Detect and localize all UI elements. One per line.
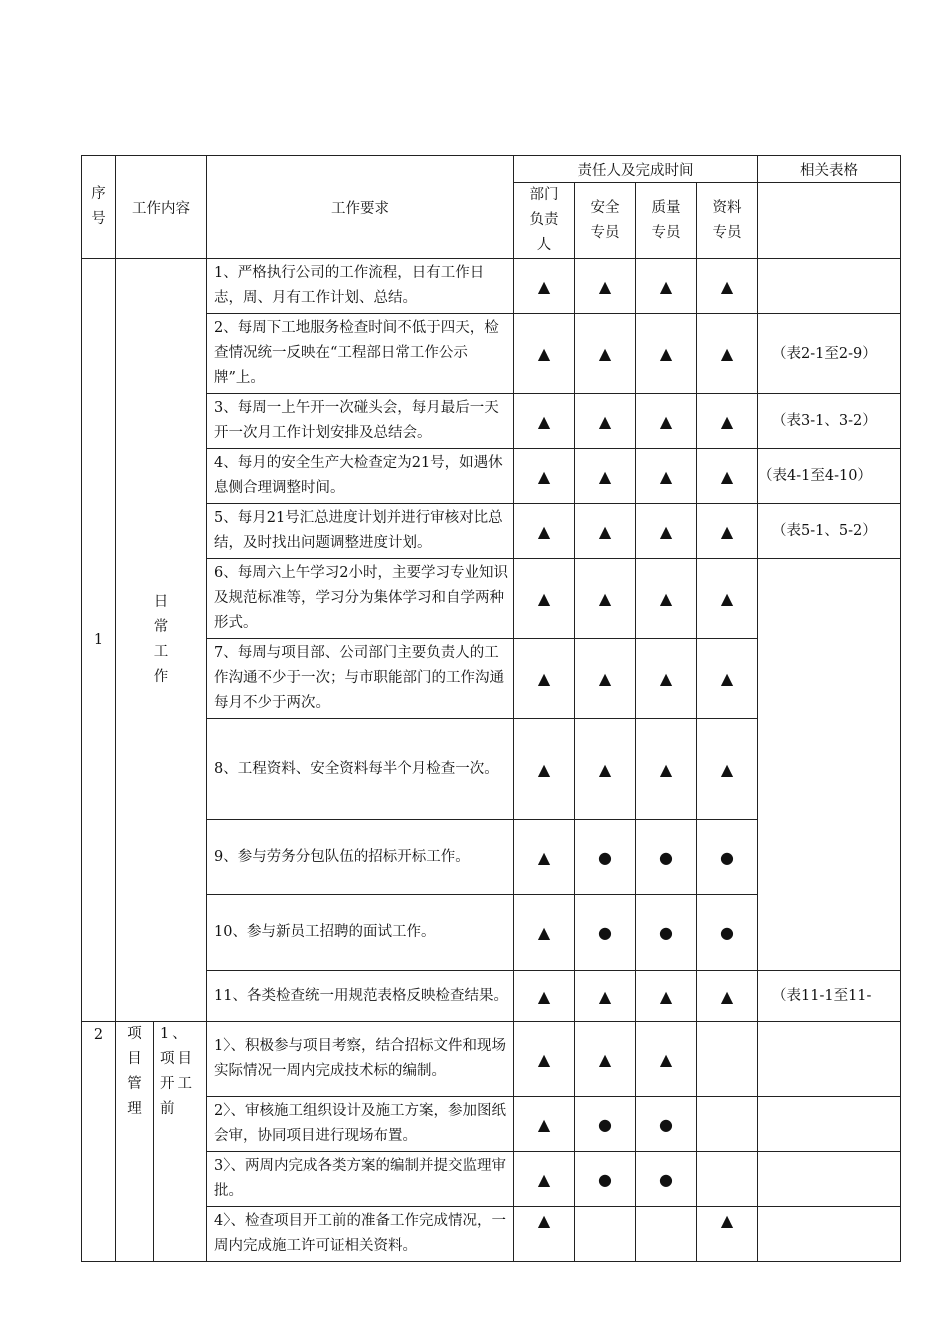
mark-cell: ▲ — [636, 449, 697, 504]
form-cell — [758, 259, 901, 314]
mark-cell: ▲ — [514, 504, 575, 559]
mark-cell: ▲ — [697, 1207, 758, 1262]
requirement-cell: 3、每周一上午开一次碰头会，每月最后一天开一次月工作计划安排及总结会。 — [207, 394, 514, 449]
section1-category: 日常工作 — [116, 259, 207, 1022]
section1-no: 1 — [82, 259, 116, 1022]
mark-cell: ▲ — [514, 895, 575, 971]
work-table — [81, 155, 901, 1262]
mark-cell: ● — [575, 1097, 636, 1152]
header-responsible: 责任人及完成时间 — [514, 156, 758, 183]
mark-cell: ▲ — [636, 559, 697, 639]
mark-cell — [575, 1207, 636, 1262]
header-forms-blank — [758, 183, 901, 259]
mark-cell — [697, 1152, 758, 1207]
section2-subcategory: 1、项目开工前 — [154, 1022, 207, 1262]
mark-cell: ▲ — [514, 259, 575, 314]
requirement-cell: 1〉、积极参与项目考察，结合招标文件和现场实际情况一周内完成技术标的编制。 — [207, 1022, 514, 1097]
mark-cell: ▲ — [575, 259, 636, 314]
mark-cell: ▲ — [636, 971, 697, 1022]
mark-cell: ▲ — [697, 394, 758, 449]
header-role-safety: 安全专员 — [575, 183, 636, 259]
mark-cell: ● — [636, 820, 697, 895]
mark-cell: ▲ — [514, 971, 575, 1022]
mark-cell: ▲ — [697, 559, 758, 639]
requirement-cell: 4、每月的安全生产大检查定为21号，如遇休息侧合理调整时间。 — [207, 449, 514, 504]
form-cell-merged — [758, 559, 901, 971]
form-cell — [758, 1152, 901, 1207]
requirement-cell: 2、每周下工地服务检查时间不低于四天，检查情况统一反映在“工程部日常工作公示牌”上。 — [207, 314, 514, 394]
mark-cell: ▲ — [636, 394, 697, 449]
section2-category: 项目管理 — [116, 1022, 154, 1262]
mark-cell: ▲ — [514, 820, 575, 895]
mark-cell: ▲ — [575, 449, 636, 504]
mark-cell: ▲ — [697, 971, 758, 1022]
mark-cell: ● — [697, 895, 758, 971]
table-row — [82, 259, 901, 314]
form-cell: （表5-1、5-2） — [758, 504, 901, 559]
mark-cell: ▲ — [636, 1022, 697, 1097]
table-row — [82, 1022, 901, 1097]
mark-cell: ▲ — [514, 559, 575, 639]
mark-cell: ▲ — [697, 639, 758, 719]
mark-cell: ● — [575, 820, 636, 895]
mark-cell: ▲ — [514, 1022, 575, 1097]
form-cell — [758, 1022, 901, 1097]
form-cell — [758, 1207, 901, 1262]
requirement-cell: 1、严格执行公司的工作流程，日有工作日志，周、月有工作计划、总结。 — [207, 259, 514, 314]
mark-cell — [697, 1097, 758, 1152]
header-role-dept-head: 部门负责人 — [514, 183, 575, 259]
mark-cell: ▲ — [697, 314, 758, 394]
mark-cell: ▲ — [514, 1207, 575, 1262]
mark-cell: ▲ — [636, 259, 697, 314]
mark-cell: ● — [575, 895, 636, 971]
form-cell: （表2-1至2-9） — [758, 314, 901, 394]
mark-cell: ▲ — [575, 559, 636, 639]
requirement-cell: 5、每月21号汇总进度计划并进行审核对比总结，及时找出问题调整进度计划。 — [207, 504, 514, 559]
mark-cell: ● — [636, 1097, 697, 1152]
mark-cell: ▲ — [514, 314, 575, 394]
mark-cell: ▲ — [575, 971, 636, 1022]
mark-cell: ● — [697, 820, 758, 895]
requirement-cell: 9、参与劳务分包队伍的招标开标工作。 — [207, 820, 514, 895]
mark-cell: ▲ — [514, 394, 575, 449]
mark-cell: ▲ — [697, 504, 758, 559]
requirement-cell: 8、工程资料、安全资料每半个月检查一次。 — [207, 719, 514, 820]
header-role-document: 资料专员 — [697, 183, 758, 259]
mark-cell: ▲ — [636, 314, 697, 394]
mark-cell: ● — [636, 1152, 697, 1207]
form-cell: （表3-1、3-2） — [758, 394, 901, 449]
mark-cell — [697, 1022, 758, 1097]
requirement-cell: 7、每周与项目部、公司部门主要负责人的工作沟通不少于一次；与市职能部门的工作沟通每月不少于两次。 — [207, 639, 514, 719]
mark-cell: ▲ — [575, 314, 636, 394]
requirement-cell: 10、参与新员工招聘的面试工作。 — [207, 895, 514, 971]
form-cell: （表4-1至4-10） — [758, 449, 901, 504]
form-cell: （表11-1至11- — [758, 971, 901, 1022]
mark-cell: ▲ — [697, 449, 758, 504]
mark-cell: ▲ — [514, 639, 575, 719]
header-role-quality: 质量专员 — [636, 183, 697, 259]
mark-cell: ▲ — [697, 719, 758, 820]
section2-no: 2 — [82, 1022, 116, 1262]
mark-cell: ▲ — [636, 504, 697, 559]
mark-cell: ▲ — [514, 449, 575, 504]
requirement-cell: 6、每周六上午学习2小时，主要学习专业知识及规范标准等，学习分为集体学习和自学两种形式。 — [207, 559, 514, 639]
mark-cell: ● — [575, 1152, 636, 1207]
mark-cell — [636, 1207, 697, 1262]
header-requirement: 工作要求 — [207, 156, 514, 259]
header-forms: 相关表格 — [758, 156, 901, 183]
requirement-cell: 4〉、检查项目开工前的准备工作完成情况，一周内完成施工许可证相关资料。 — [207, 1207, 514, 1262]
mark-cell: ▲ — [575, 394, 636, 449]
mark-cell: ▲ — [636, 639, 697, 719]
form-cell — [758, 1097, 901, 1152]
mark-cell: ▲ — [575, 719, 636, 820]
mark-cell: ▲ — [514, 1152, 575, 1207]
mark-cell: ▲ — [575, 504, 636, 559]
requirement-cell: 2〉、审核施工组织设计及施工方案，参加图纸会审，协同项目进行现场布置。 — [207, 1097, 514, 1152]
mark-cell: ▲ — [636, 719, 697, 820]
mark-cell: ▲ — [697, 259, 758, 314]
header-seq: 序号 — [82, 156, 116, 259]
requirement-cell: 11、各类检查统一用规范表格反映检查结果。 — [207, 971, 514, 1022]
mark-cell: ▲ — [514, 719, 575, 820]
mark-cell: ▲ — [575, 639, 636, 719]
mark-cell: ▲ — [575, 1022, 636, 1097]
mark-cell: ● — [636, 895, 697, 971]
requirement-cell: 3〉、两周内完成各类方案的编制并提交监理审批。 — [207, 1152, 514, 1207]
header-content: 工作内容 — [116, 156, 207, 259]
mark-cell: ▲ — [514, 1097, 575, 1152]
